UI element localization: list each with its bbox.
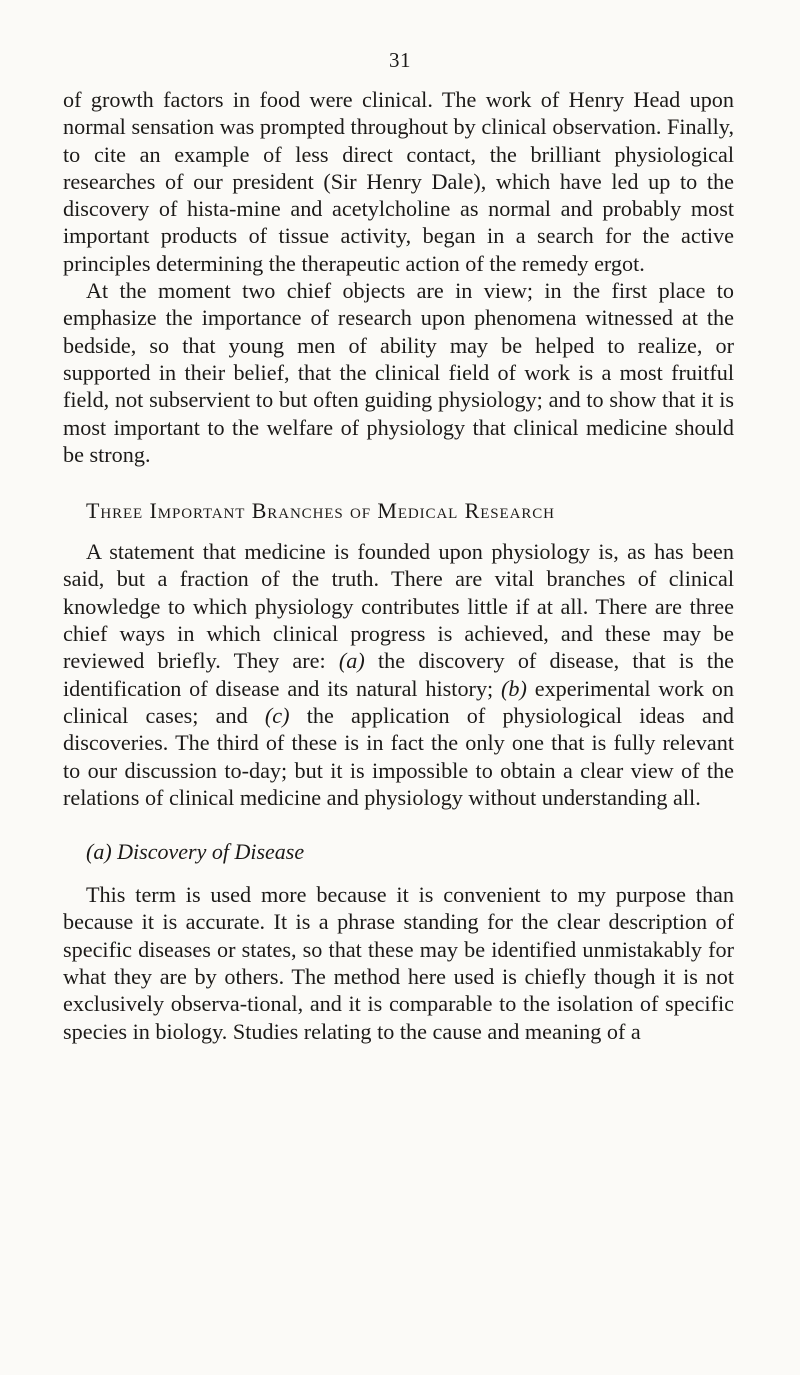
paragraph-lead-text: A statement that medicine is founded upon physiology is, as has been said, but a fraction of the truth. There are vital branches of clinical knowledge to which physiology contributes little if at all. There are three chief ways in which clinical progress is achieved, and these may be reviewed briefly. They are: (63, 539, 734, 674)
paragraph-three-branches (63, 538, 734, 811)
paragraph-objects: At the moment two chief objects are in view; in the first place to emphasize the importance of research upon phenomena witnessed at the bedside, so that young men of ability may be helped to realize, or supported in their belief, that the clinical field of work is a most fruitful field, not subservient to but often guiding physiology; and to show that it is most important to the welfare of physiology that clinical medicine should be strong. (63, 278, 734, 467)
list-text-a: the discovery of disease, that is the identification of disease and its natural history; (63, 648, 735, 701)
list-label-a: (a) (338, 648, 365, 674)
body-text (63, 86, 734, 1045)
list-text-c: the application of physiological ideas and discoveries. The third of these is in fact the only one that is fully relevant to our discussion to-day; but it is impossible to obtain a clear view of the relations of clinical medicine and physiology without understanding all. (63, 702, 735, 810)
list-label-b: (b) (501, 675, 527, 701)
section-heading: Three Important Branches of Medical Research (86, 498, 555, 524)
list-label-c: (c) (264, 702, 290, 728)
subsection-heading: (a) Discovery of Disease (86, 839, 305, 865)
list-text-b: experimental work on clinical cases; and (63, 675, 734, 728)
page-number: 31 (389, 48, 411, 72)
paragraph-continuation: of growth factors in food were clinical. The work of Henry Head upon normal sensation was prompted throughout by clinical observation. Finally, to cite an example of less direct contact, the brilliant physiological researches of our president (Sir Henry Dale), which have led up to the discovery of hista-mine and acetylcholine as normal and probably most important products of tissue activity, began in a search for the active principles determining the therapeutic action of the remedy ergot. (63, 87, 734, 276)
paragraph-discovery-of-disease: This term is used more because it is convenient to my purpose than because it is accurate. It is a phrase standing for the clear description of specific diseases or states, so that these may be identified unmistakably for what they are by others. The method here used is chiefly though it is not exclusively observa-tional, and it is comparable to the isolation of specific species in biology. Studies relating to the cause and meaning of a (63, 882, 734, 1044)
